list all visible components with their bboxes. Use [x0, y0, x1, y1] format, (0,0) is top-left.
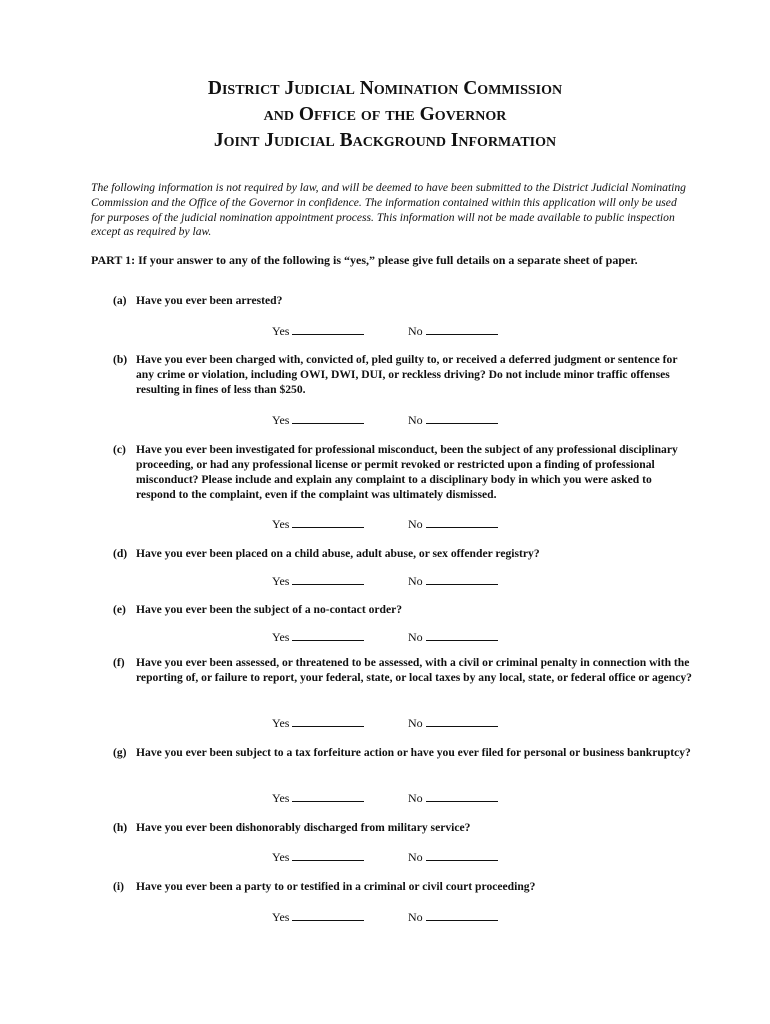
no-label: No [408, 517, 423, 531]
no-label: No [408, 324, 423, 338]
answer-row-h [272, 850, 423, 864]
yes-label: Yes [272, 716, 290, 730]
yes-label: Yes [272, 517, 290, 531]
answer-row-i [272, 910, 423, 924]
yes-answer-field[interactable] [292, 716, 364, 727]
question-label: (h) [113, 821, 128, 834]
no-answer-field[interactable] [426, 716, 498, 727]
yes-label: Yes [272, 413, 290, 427]
question-text: Have you ever been a party to or testified in a criminal or civil court proceeding? [136, 880, 536, 893]
question-d [113, 547, 693, 562]
question-text: Have you ever been arrested? [136, 294, 283, 307]
question-label: (a) [113, 294, 127, 307]
no-label: No [408, 791, 423, 805]
yes-answer-field[interactable] [292, 324, 364, 335]
no-answer-field[interactable] [426, 574, 498, 585]
no-answer-field[interactable] [426, 630, 498, 641]
no-label: No [408, 413, 423, 427]
question-text: Have you ever been the subject of a no-contact order? [136, 603, 403, 616]
question-text: Have you ever been subject to a tax forfeiture action or have you ever filed for personal or business bankruptcy? [136, 746, 691, 759]
yes-label: Yes [272, 850, 290, 864]
yes-label: Yes [272, 630, 290, 644]
yes-label: Yes [272, 324, 290, 338]
answer-row-c [272, 517, 423, 531]
yes-answer-field[interactable] [292, 850, 364, 861]
no-label: No [408, 716, 423, 730]
no-label: No [408, 910, 423, 924]
question-text: Have you ever been placed on a child abuse, adult abuse, or sex offender registry? [136, 547, 540, 560]
yes-answer-field[interactable] [292, 517, 364, 528]
answer-row-f [272, 716, 423, 730]
no-label: No [408, 574, 423, 588]
question-c [113, 443, 693, 503]
question-g [113, 746, 693, 761]
no-answer-field[interactable] [426, 850, 498, 861]
no-label: No [408, 850, 423, 864]
no-answer-field[interactable] [426, 413, 498, 424]
yes-label: Yes [272, 574, 290, 588]
question-label: (g) [113, 746, 127, 759]
yes-answer-field[interactable] [292, 910, 364, 921]
answer-row-d [272, 574, 423, 588]
question-label: (c) [113, 443, 126, 456]
question-text: Have you ever been assessed, or threatened to be assessed, with a civil or criminal penalty in connection with the reporting of, or failure to report, your federal, state, or local taxes by any local, state, or federal office or agency? [136, 656, 692, 684]
no-label: No [408, 630, 423, 644]
answer-row-g [272, 791, 423, 805]
answer-row-b [272, 413, 423, 427]
part-1-heading: PART 1: If your answer to any of the following is “yes,” please give full details on a separate sheet of paper. [91, 253, 638, 267]
no-answer-field[interactable] [426, 791, 498, 802]
question-h [113, 821, 693, 836]
answer-row-e [272, 630, 423, 644]
question-label: (f) [113, 656, 125, 669]
confidentiality-notice: The following information is not required by law, and will be deemed to have been submitted to the District Judicial Nominating Commission and the Office of the Governor in confidence. The information contained within this application will only be used for purposes of the judicial nomination appointment process. This information will not be made available to public inspection except as required by law. [91, 181, 686, 239]
question-label: (d) [113, 547, 128, 560]
no-answer-field[interactable] [426, 910, 498, 921]
document-title [0, 76, 770, 154]
yes-answer-field[interactable] [292, 413, 364, 424]
yes-answer-field[interactable] [292, 791, 364, 802]
yes-label: Yes [272, 910, 290, 924]
question-a [113, 294, 693, 309]
answer-row-a [272, 324, 423, 338]
question-text: Have you ever been charged with, convicted of, pled guilty to, or received a deferred judgment or sentence for any crime or violation, including OWI, DWI, DUI, or reckless driving? Do not include minor traffic offenses resulting in fines of less than $250. [136, 353, 678, 396]
title-line-2: and Office of the Governor [263, 104, 507, 125]
question-i [113, 880, 693, 895]
question-label: (e) [113, 603, 126, 616]
question-text: Have you ever been dishonorably discharged from military service? [136, 821, 471, 834]
title-line-3: Joint Judicial Background Information [213, 130, 557, 151]
no-answer-field[interactable] [426, 517, 498, 528]
yes-answer-field[interactable] [292, 574, 364, 585]
yes-label: Yes [272, 791, 290, 805]
no-answer-field[interactable] [426, 324, 498, 335]
question-e [113, 603, 693, 618]
question-text: Have you ever been investigated for professional misconduct, been the subject of any professional disciplinary proceeding, or had any professional license or permit revoked or restricted upon a finding of professional misconduct? Please include and explain any complaint to a disciplinary body in which you were asked to respond to the complaint, even if the complaint was ultimately dismissed. [136, 443, 678, 501]
question-label: (i) [113, 880, 124, 893]
title-line-1: District Judicial Nomination Commission [207, 78, 563, 99]
yes-answer-field[interactable] [292, 630, 364, 641]
question-b [113, 353, 693, 398]
question-f [113, 656, 693, 686]
question-label: (b) [113, 353, 128, 366]
